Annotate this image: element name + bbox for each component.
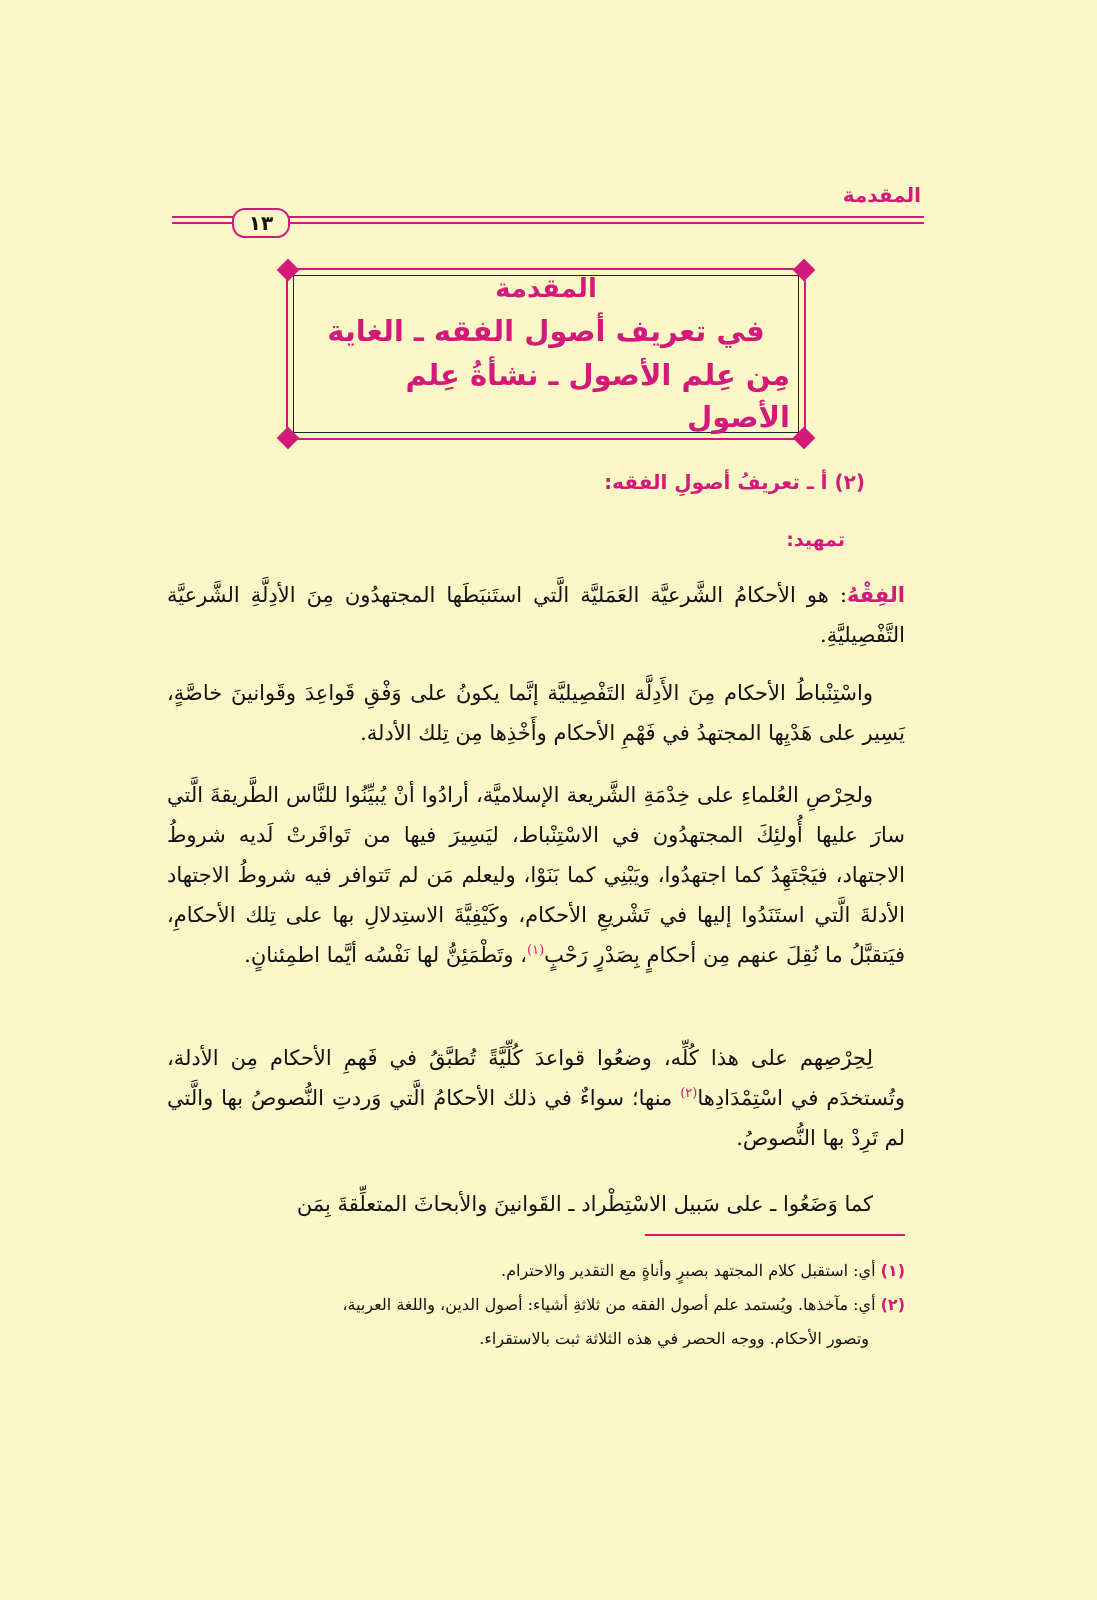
footnote-2-continuation: وتصور الأحكام. ووجه الحصر في هذه الثلاثة ثبت بالاستقراء. — [479, 1329, 869, 1348]
paragraph-definition — [167, 575, 905, 655]
footnote-ref-2[interactable]: (٢) — [680, 1086, 698, 1101]
paragraph: واسْتِنْباطُ الأحكام مِنَ الأَدِلَّة التَفْصِيليَّة إنَّما يكونُ على وَفْقِ قَواعِدَ وقَوانينَ خاصَّةٍ، يَسِير على هَدْيِها المجتهدُ في فَهْمِ الأحكام وأَخْذِها مِن تِلك الأدلة. — [167, 681, 905, 745]
chapter-title — [302, 274, 790, 434]
paragraph-text: ولحِرْصِ العُلماءِ على خِدْمَةِ الشَّريعة الإسلاميَّة، أرادُوا أنْ يُبيِّنُوا للنَّاس الطَّريقةَ الَّتي سارَ عليها أُولئِكَ المجتهدُون في الاسْتِنْباط، ليَسِيرَ فيها من تَوافَرتْ لَديه شروطُ الاجتهاد، فيَجْتَهِدُ كما اجتهدُوا، ويَبْنِي كما بَنَوْا، وليعلم مَن لم تَتوافر فيه شروطُ الاجتهاد الأدلةَ الَّتي استَنَدُوا إليها في تَشْريعِ الأحكام، وكَيْفِيَّةَ الاستِدلالِ بها على تِلك الأحكامِ، فيَتقبَّلُ ما نُقِلَ عنهم مِن أحكامٍ بِصَدْرٍ رَحْبٍ — [167, 783, 905, 967]
chapter-title-line-2: في تعريف أصول الفقه ـ الغاية — [327, 314, 765, 348]
running-head-title: المقدمة — [842, 183, 921, 207]
paragraph-text: لِحِرْصِهم على هذا كُلِّه، وضعُوا قواعدَ كُلِّيَّةً تُطبَّقُ في فَهمِ الأحكام مِن الأدلة، وتُستخدَم في اسْتِمْدَادِها — [167, 1046, 905, 1110]
footnote-separator — [645, 1234, 905, 1236]
section-heading: (٢) أ ـ تعريفُ أصولِ الفقه: — [604, 470, 865, 494]
chapter-title-line-3: مِن عِلم الأصول ـ نشأةُ عِلم الأصول — [405, 358, 790, 434]
paragraph — [167, 775, 905, 975]
defined-term: الفِقْهُ — [846, 583, 905, 607]
footnote-2 — [165, 1288, 905, 1322]
paragraph-text: ، وتَطْمَئِنُّ لها نَفْسُه أيَّما اطمِئنانٍ. — [244, 943, 527, 967]
chapter-title-frame — [286, 268, 806, 440]
chapter-title-line-1: المقدمة — [495, 274, 597, 304]
subheading: تمهيد: — [786, 529, 845, 551]
header-rule — [172, 208, 924, 236]
paragraph: كما وَضَعُوا ـ على سَبيل الاسْتِطْراد ـ القَوانينَ والأبحاثَ المتعلِّقةَ بِمَن — [296, 1192, 873, 1216]
footnote-number: (٢) — [880, 1295, 905, 1314]
footnote-1 — [165, 1254, 905, 1288]
footnote-ref-1[interactable]: (١) — [527, 943, 545, 958]
footnotes — [165, 1254, 905, 1356]
footnote-text: أي: مآخذها. ويُستمد علم أصول الفقه من ثلاثةِ أشياء: أصول الدين، واللغة العربية، — [342, 1295, 876, 1314]
page-number-badge: ١٣ — [232, 208, 290, 238]
paragraph-text: : هو الأحكامُ الشَّرعيَّة العَمَليَّة الَّتي استَنبَطَها المجتهدُون مِنَ الأدِلَّةِ الشَّرعيَّة التَّفْصِيليَّةِ. — [167, 583, 905, 647]
paragraph — [167, 1038, 905, 1158]
footnote-text: أي: استقبل كلام المجتهد بصبرٍ وأناةٍ مع التقدير والاحترام. — [501, 1261, 876, 1280]
footnote-number: (١) — [880, 1261, 905, 1280]
paragraph-text: منها؛ سواءٌ في ذلك الأحكامُ الَّتي وَردتِ النُّصوصُ بها والَّتي لم تَرِدْ بها النُّصوصُ. — [167, 1086, 905, 1150]
